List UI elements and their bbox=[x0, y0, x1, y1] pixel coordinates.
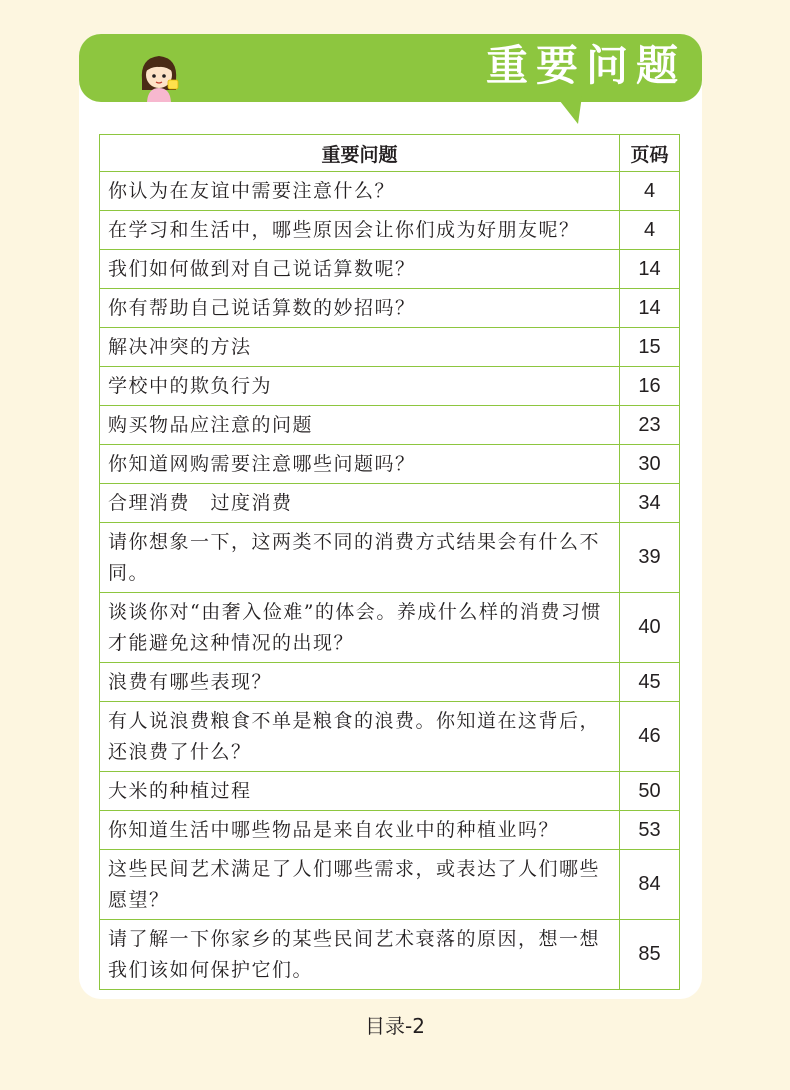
page-number-cell: 85 bbox=[620, 920, 680, 990]
page-number-cell: 39 bbox=[620, 523, 680, 593]
page-number-cell: 34 bbox=[620, 484, 680, 523]
girl-mascot-icon bbox=[132, 50, 186, 104]
question-cell: 浪费有哪些表现？ bbox=[100, 663, 620, 702]
page-number-cell: 15 bbox=[620, 328, 680, 367]
table-row bbox=[100, 250, 680, 289]
header-question: 重要问题 bbox=[100, 135, 620, 172]
page-number-cell: 50 bbox=[620, 772, 680, 811]
page-number-cell: 14 bbox=[620, 289, 680, 328]
page-number-cell: 4 bbox=[620, 211, 680, 250]
table-row bbox=[100, 702, 680, 772]
question-cell: 你知道生活中哪些物品是来自农业中的种植业吗？ bbox=[100, 811, 620, 850]
question-cell: 你认为在友谊中需要注意什么？ bbox=[100, 172, 620, 211]
table-row bbox=[100, 367, 680, 406]
question-cell: 请了解一下你家乡的某些民间艺术衰落的原因，想一想我们该如何保护它们。 bbox=[100, 920, 620, 990]
page-footer-label: 目录-2 bbox=[365, 1014, 425, 1038]
header-page: 页码 bbox=[620, 135, 680, 172]
table-row bbox=[100, 445, 680, 484]
page-number-cell: 53 bbox=[620, 811, 680, 850]
questions-table bbox=[99, 134, 680, 990]
page-number-cell: 4 bbox=[620, 172, 680, 211]
table-row bbox=[100, 289, 680, 328]
table-row bbox=[100, 920, 680, 990]
question-cell: 在学习和生活中，哪些原因会让你们成为好朋友呢？ bbox=[100, 211, 620, 250]
table-row bbox=[100, 172, 680, 211]
page-number-cell: 23 bbox=[620, 406, 680, 445]
table-row bbox=[100, 772, 680, 811]
question-cell: 合理消费 过度消费 bbox=[100, 484, 620, 523]
page-number-cell: 30 bbox=[620, 445, 680, 484]
page-number-cell: 16 bbox=[620, 367, 680, 406]
question-cell: 购买物品应注意的问题 bbox=[100, 406, 620, 445]
table-row bbox=[100, 523, 680, 593]
page-number-cell: 45 bbox=[620, 663, 680, 702]
question-cell: 我们如何做到对自己说话算数呢？ bbox=[100, 250, 620, 289]
table-header-row bbox=[100, 135, 680, 172]
question-cell: 这些民间艺术满足了人们哪些需求，或表达了人们哪些愿望？ bbox=[100, 850, 620, 920]
table-row bbox=[100, 663, 680, 702]
question-cell: 有人说浪费粮食不单是粮食的浪费。你知道在这背后，还浪费了什么？ bbox=[100, 702, 620, 772]
page-number-cell: 14 bbox=[620, 250, 680, 289]
question-cell: 请你想象一下，这两类不同的消费方式结果会有什么不同。 bbox=[100, 523, 620, 593]
question-cell: 大米的种植过程 bbox=[100, 772, 620, 811]
table-row bbox=[100, 593, 680, 663]
page-number-cell: 46 bbox=[620, 702, 680, 772]
table-row bbox=[100, 211, 680, 250]
table-row bbox=[100, 406, 680, 445]
table-row bbox=[100, 328, 680, 367]
page-number-cell: 84 bbox=[620, 850, 680, 920]
question-cell: 解决冲突的方法 bbox=[100, 328, 620, 367]
table-row bbox=[100, 484, 680, 523]
table-row bbox=[100, 850, 680, 920]
question-cell: 谈谈你对“由奢入俭难”的体会。养成什么样的消费习惯才能避免这种情况的出现？ bbox=[100, 593, 620, 663]
banner-tail bbox=[556, 96, 582, 124]
question-cell: 你知道网购需要注意哪些问题吗？ bbox=[100, 445, 620, 484]
question-cell: 学校中的欺负行为 bbox=[100, 367, 620, 406]
page-number-cell: 40 bbox=[620, 593, 680, 663]
question-cell: 你有帮助自己说话算数的妙招吗？ bbox=[100, 289, 620, 328]
page-title: 重要问题 bbox=[485, 41, 686, 90]
table-row bbox=[100, 811, 680, 850]
